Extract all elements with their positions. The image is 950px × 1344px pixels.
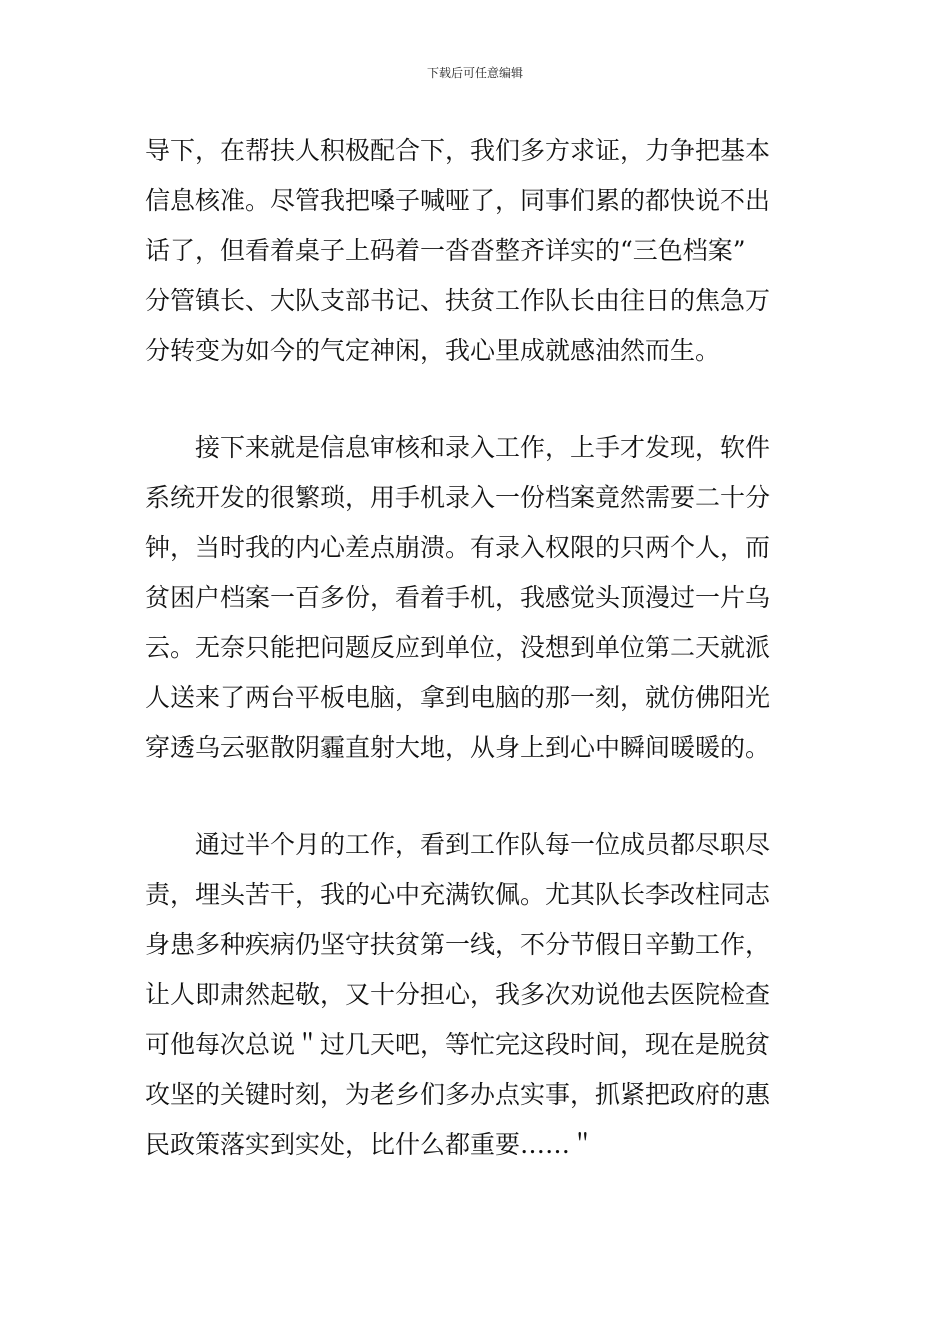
paragraph-line: 人送来了两台平板电脑，拿到电脑的那一刻，就仿佛阳光: [145, 683, 771, 712]
paragraph-gap: [145, 773, 810, 820]
paragraph-line: 让人即肃然起敬，又十分担心，我多次劝说他去医院检查: [145, 980, 771, 1009]
paragraph-line: 信息核准。尽管我把嗓子喊哑了，同事们累的都快说不出: [145, 186, 771, 215]
paragraph-line: 分管镇长、大队支部书记、扶贫工作队长由往日的焦急万: [145, 286, 771, 315]
paragraph-gap: [145, 376, 810, 423]
document-body: [145, 126, 810, 1170]
paragraph-line: 贫困户档案一百多份，看着手机，我感觉头顶漫过一片乌: [145, 583, 771, 612]
page-header: 下载后可任意编辑: [426, 66, 523, 80]
paragraph-line: 可他每次总说＂过几天吧，等忙完这段时间，现在是脱贫: [145, 1030, 771, 1059]
paragraph-line: 身患多种疾病仍坚守扶贫第一线，不分节假日辛勤工作，: [145, 930, 771, 959]
paragraph-line: 责，埋头苦干，我的心中充满钦佩。尤其队长李改柱同志: [145, 880, 771, 909]
paragraph-line: 云。无奈只能把问题反应到单位，没想到单位第二天就派: [145, 633, 771, 662]
paragraph-line: 钟，当时我的内心差点崩溃。有录入权限的只两个人，而: [145, 533, 771, 562]
paragraph-line: 系统开发的很繁琐，用手机录入一份档案竟然需要二十分: [145, 483, 771, 512]
paragraph-line: 分转变为如今的气定神闲，我心里成就感油然而生。: [145, 336, 721, 365]
paragraph-line: 民政策落实到实处，比什么都重要……＂: [145, 1130, 596, 1159]
paragraph-3: [145, 820, 810, 1170]
paragraph-line: 话了，但看着桌子上码着一沓沓整齐详实的“三色档案”: [145, 236, 746, 265]
paragraph-line: 通过半个月的工作，看到工作队每一位成员都尽职尽: [195, 830, 771, 859]
paragraph-line: 攻坚的关键时刻，为老乡们多办点实事，抓紧把政府的惠: [145, 1080, 771, 1109]
paragraph-line: 导下，在帮扶人积极配合下，我们多方求证，力争把基本: [145, 136, 771, 165]
paragraph-line: 穿透乌云驱散阴霾直射大地，从身上到心中瞬间暖暖的。: [145, 733, 771, 762]
paragraph-line: 接下来就是信息审核和录入工作，上手才发现，软件: [195, 433, 771, 462]
paragraph-1: [145, 126, 810, 376]
paragraph-2: [145, 423, 810, 773]
